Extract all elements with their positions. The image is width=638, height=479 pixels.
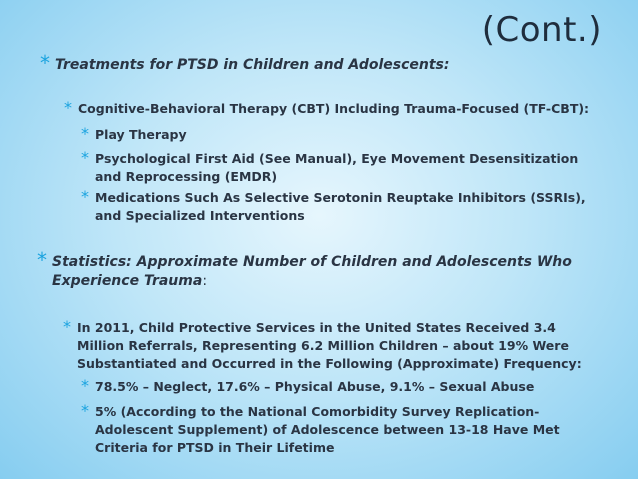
bullet-icon: * [81,124,89,143]
section-2-heading-text: Statistics: Approximate Number of Children and Adolescents Who Experience Trauma [52,254,572,289]
bullet-icon: * [40,51,50,75]
list-item [81,376,595,396]
bullet-icon: * [37,248,47,272]
section-1-heading [40,51,575,75]
list-item [81,401,595,457]
list-item-text: Psychological First Aid (See Manual), Eye Movement Desensitization and Reprocessing (EMDR) [95,151,579,184]
bullet-icon: * [81,376,89,395]
bullet-icon: * [63,317,71,336]
list-item-text: 5% (According to the National Comorbidity Survey Replication-Adolescent Supplement) of Adolescence between 13-18 Have Met Criteria for PTSD in Their Lifetime [95,404,560,455]
section-2-heading [37,248,572,291]
list-item-text: 78.5% – Neglect, 17.6% – Physical Abuse, 9.1% – Sexual Abuse [95,379,535,394]
bullet-icon: * [64,98,72,117]
list-item [81,187,595,225]
bullet-icon: * [81,148,89,167]
list-item [63,317,597,373]
slide-title: (Cont.) [481,10,602,50]
section-1-heading-text: Treatments for PTSD in Children and Adolescents: [55,57,450,73]
bullet-icon: * [81,187,89,206]
bullet-icon: * [81,401,89,420]
list-item [81,124,595,144]
list-item-text: In 2011, Child Protective Services in the United States Received 3.4 Million Referrals, Representing 6.2 Million Children – about 19% Were Substantiated and Occurred in the Following (Approximate) Frequency: [77,320,582,371]
list-item-text: Cognitive-Behavioral Therapy (CBT) Including Trauma-Focused (TF-CBT): [78,101,590,116]
list-item-text: Medications Such As Selective Serotonin Reuptake Inhibitors (SSRIs), and Specialized Interventions [95,190,586,223]
list-item [81,148,595,186]
section-2-heading-suffix: : [202,273,208,289]
list-item [64,98,598,118]
list-item-text: Play Therapy [95,127,187,142]
